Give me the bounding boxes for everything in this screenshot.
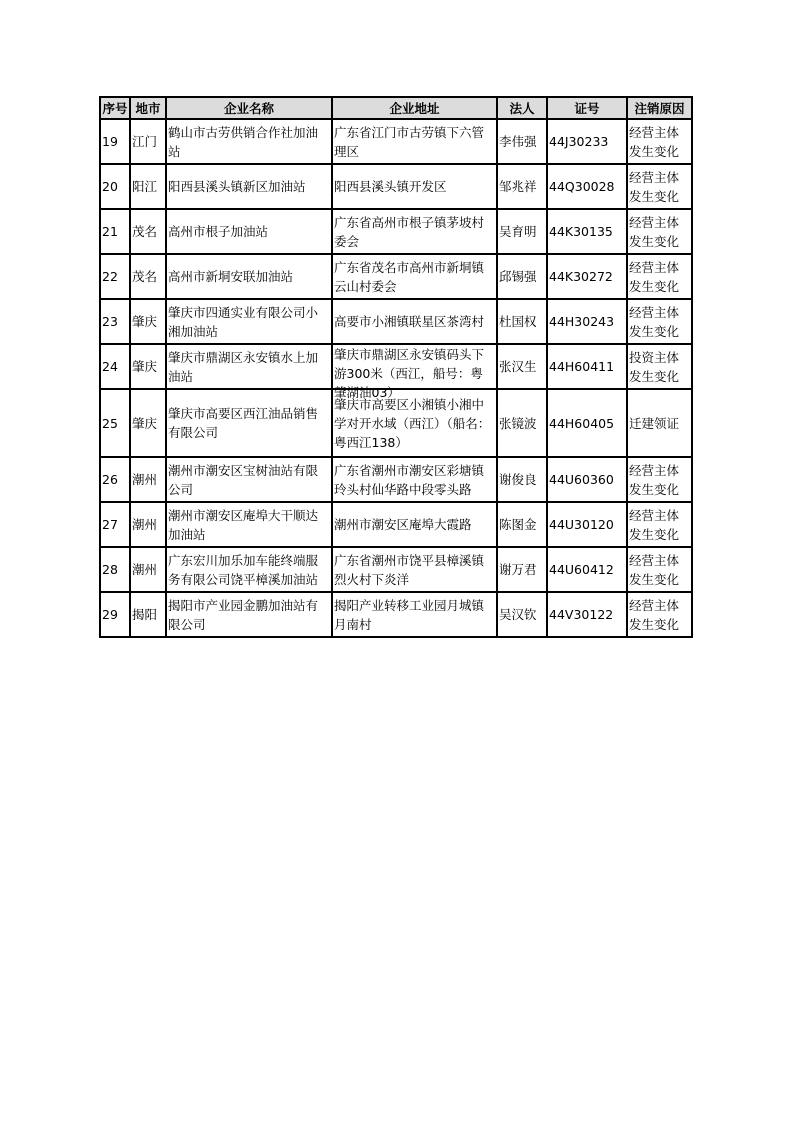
- cell-company-address: [332, 119, 497, 164]
- cell-legal-rep-text: 李伟强: [499, 134, 537, 149]
- cell-no-text: 23: [102, 314, 118, 329]
- cell-cert-no: [547, 299, 627, 344]
- cell-city-text: 潮州: [132, 562, 158, 577]
- cell-company-name: [166, 457, 332, 502]
- cell-city: [130, 254, 166, 299]
- table-row: [100, 502, 692, 547]
- cell-company-name: [166, 547, 332, 592]
- cell-no: [100, 389, 130, 457]
- cell-company-address-text: 广东省潮州市潮安区彩塘镇玲头村仙华路中段零头路: [334, 462, 485, 497]
- cell-company-name-text: 广东宏川加乐加车能终端服务有限公司饶平樟溪加油站: [168, 552, 319, 587]
- cell-city: [130, 457, 166, 502]
- cell-revocation-reason-text: 经营主体发生变化: [629, 507, 680, 542]
- cell-company-name: [166, 119, 332, 164]
- cell-revocation-reason: [627, 164, 692, 209]
- table-row: [100, 344, 692, 389]
- cell-company-name-text: 鹤山市古劳供销合作社加油站: [168, 124, 319, 159]
- cell-legal-rep: [497, 547, 547, 592]
- cell-company-address-text: 广东省高州市根子镇茅坡村委会: [334, 214, 485, 249]
- cell-revocation-reason: [627, 502, 692, 547]
- header-revocation-reason: 注销原因: [627, 97, 692, 119]
- cell-revocation-reason-text: 经营主体发生变化: [629, 597, 680, 632]
- cell-company-name-text: 高州市新垌安联加油站: [168, 269, 294, 284]
- cell-revocation-reason: [627, 299, 692, 344]
- table-row: [100, 457, 692, 502]
- cell-revocation-reason: [627, 119, 692, 164]
- cell-cert-no: [547, 344, 627, 389]
- cell-company-name-text: 肇庆市高要区西江油品销售有限公司: [168, 406, 319, 440]
- cell-company-address-text: 肇庆市鼎湖区永安镇码头下游300米（西江，船号：粤肇湖油03）: [334, 347, 485, 400]
- cell-cert-no-text: 44H60405: [549, 415, 615, 431]
- cell-no-text: 22: [102, 269, 118, 284]
- cell-cert-no-text: 44H30243: [549, 314, 615, 329]
- table-row: [100, 592, 692, 637]
- cell-company-address-text: 揭阳产业转移工业园月城镇月南村: [334, 597, 485, 632]
- cell-city-text: 肇庆: [132, 314, 158, 329]
- cell-revocation-reason-text: 经营主体发生变化: [629, 552, 680, 587]
- cell-cert-no-text: 44H60411: [549, 359, 615, 374]
- cell-cert-no-text: 44U60360: [549, 472, 614, 487]
- cell-company-address: [332, 254, 497, 299]
- cell-revocation-reason: [627, 592, 692, 637]
- cell-legal-rep-text: 杜国权: [499, 314, 537, 329]
- cell-company-name: [166, 344, 332, 389]
- cell-company-name-text: 潮州市潮安区宝树油站有限公司: [168, 462, 319, 497]
- cell-no-text: 28: [102, 562, 118, 577]
- cell-company-name-text: 阳西县溪头镇新区加油站: [168, 179, 306, 194]
- cell-legal-rep: [497, 254, 547, 299]
- header-company-address: 企业地址: [332, 97, 497, 119]
- cell-city: [130, 389, 166, 457]
- cell-city-text: 肇庆: [132, 359, 158, 374]
- cell-revocation-reason-text: 投资主体发生变化: [629, 349, 680, 384]
- cell-legal-rep-text: 谢俊良: [499, 472, 537, 487]
- cell-cert-no: [547, 389, 627, 457]
- cell-revocation-reason-text: 经营主体发生变化: [629, 169, 680, 204]
- cell-company-name: [166, 254, 332, 299]
- cell-revocation-reason: [627, 547, 692, 592]
- cell-no-text: 26: [102, 472, 118, 487]
- cell-company-name-text: 揭阳市产业园金鹏加油站有限公司: [168, 597, 319, 632]
- cell-company-address: [332, 457, 497, 502]
- cell-legal-rep-text: 谢万君: [499, 562, 537, 577]
- cell-no: [100, 164, 130, 209]
- cell-city: [130, 119, 166, 164]
- cell-city: [130, 592, 166, 637]
- cell-company-address-text: 潮州市潮安区庵埠大霞路: [334, 517, 472, 532]
- cell-no: [100, 344, 130, 389]
- cell-city-text: 江门: [132, 134, 158, 149]
- cell-company-name-text: 高州市根子加油站: [168, 224, 269, 239]
- cell-revocation-reason: [627, 254, 692, 299]
- cell-city-text: 茂名: [132, 269, 158, 284]
- cell-no: [100, 254, 130, 299]
- cell-revocation-reason-text: 经营主体发生变化: [629, 462, 680, 497]
- table-row: [100, 389, 692, 457]
- header-city: 地市: [130, 97, 166, 119]
- cell-cert-no: [547, 164, 627, 209]
- cell-legal-rep-text: 陈图金: [499, 517, 537, 532]
- cell-company-address-text: 广东省茂名市高州市新垌镇云山村委会: [334, 259, 485, 294]
- cell-no-text: 19: [102, 134, 118, 149]
- cell-no-text: 20: [102, 179, 118, 194]
- cell-company-name: [166, 299, 332, 344]
- table-row: [100, 547, 692, 592]
- cell-no: [100, 119, 130, 164]
- cell-company-address: [332, 299, 497, 344]
- header-legal-rep: 法人: [497, 97, 547, 119]
- cell-company-name: [166, 502, 332, 547]
- cell-city-text: 潮州: [132, 472, 158, 487]
- cell-no: [100, 592, 130, 637]
- cell-no-text: 24: [102, 359, 118, 374]
- cell-cert-no-text: 44Q30028: [549, 179, 615, 194]
- cell-cert-no: [547, 457, 627, 502]
- cell-company-name: [166, 164, 332, 209]
- cell-city-text: 茂名: [132, 224, 158, 239]
- cell-legal-rep: [497, 164, 547, 209]
- cell-company-address: [332, 209, 497, 254]
- cell-legal-rep: [497, 389, 547, 457]
- cell-city-text: 揭阳: [132, 607, 158, 622]
- cell-cert-no: [547, 209, 627, 254]
- cell-company-name-text: 肇庆市四通实业有限公司小湘加油站: [168, 304, 319, 339]
- cell-company-name: [166, 209, 332, 254]
- cell-legal-rep-text: 邱锡强: [499, 269, 537, 284]
- table-row: [100, 209, 692, 254]
- cell-revocation-reason: [627, 209, 692, 254]
- cell-city: [130, 502, 166, 547]
- cell-no-text: 21: [102, 224, 118, 239]
- cell-no: [100, 502, 130, 547]
- cell-city-text: 肇庆: [132, 415, 158, 431]
- cell-legal-rep-text: 张汉生: [499, 359, 537, 374]
- cell-company-address-text: 广东省江门市古劳镇下六管理区: [334, 124, 485, 159]
- cell-no: [100, 547, 130, 592]
- cell-city: [130, 209, 166, 254]
- cell-revocation-reason: [627, 344, 692, 389]
- cell-no: [100, 209, 130, 254]
- cell-company-name: [166, 592, 332, 637]
- cell-company-address-text: 阳西县溪头镇开发区: [334, 179, 447, 194]
- table-row: [100, 164, 692, 209]
- cell-legal-rep-text: 邹兆祥: [499, 179, 537, 194]
- table-header-row: [100, 97, 692, 119]
- cell-cert-no-text: 44K30135: [549, 224, 613, 239]
- cell-company-address-text: 肇庆市高要区小湘镇小湘中学对开水域（西江）（船名：粤西江138）: [334, 396, 491, 450]
- cell-city-text: 潮州: [132, 517, 158, 532]
- cell-cert-no-text: 44U60412: [549, 562, 614, 577]
- revocation-table: [99, 96, 693, 638]
- cell-cert-no-text: 44J30233: [549, 134, 609, 149]
- cell-legal-rep: [497, 502, 547, 547]
- cell-legal-rep: [497, 209, 547, 254]
- cell-company-address: [332, 164, 497, 209]
- cell-cert-no: [547, 254, 627, 299]
- cell-city: [130, 164, 166, 209]
- cell-cert-no: [547, 592, 627, 637]
- table-row: [100, 254, 692, 299]
- cell-company-address: [332, 389, 497, 457]
- table-row: [100, 119, 692, 164]
- cell-company-name: [166, 389, 332, 457]
- cell-company-address: [332, 547, 497, 592]
- cell-city: [130, 344, 166, 389]
- header-no: 序号: [100, 97, 130, 119]
- cell-no-text: 29: [102, 607, 118, 622]
- table-row: [100, 299, 692, 344]
- cell-cert-no-text: 44U30120: [549, 517, 614, 532]
- cell-legal-rep-text: 张镜波: [499, 415, 537, 431]
- cell-no-text: 25: [102, 415, 118, 431]
- cell-company-name-text: 潮州市潮安区庵埠大干顺达加油站: [168, 507, 319, 542]
- cell-company-address-text: 广东省潮州市饶平县樟溪镇烈火村下炎洋: [334, 552, 485, 587]
- cell-city-text: 阳江: [132, 179, 158, 194]
- cell-company-address: [332, 592, 497, 637]
- cell-cert-no-text: 44V30122: [549, 607, 614, 622]
- cell-legal-rep: [497, 344, 547, 389]
- cell-company-address: [332, 344, 497, 400]
- cell-legal-rep: [497, 119, 547, 164]
- cell-legal-rep: [497, 592, 547, 637]
- cell-company-name-text: 肇庆市鼎湖区永安镇水上加油站: [168, 349, 319, 384]
- cell-legal-rep: [497, 299, 547, 344]
- cell-city: [130, 299, 166, 344]
- cell-revocation-reason: [627, 389, 692, 457]
- cell-cert-no: [547, 547, 627, 592]
- cell-legal-rep: [497, 457, 547, 502]
- cell-revocation-reason-text: 经营主体发生变化: [629, 259, 680, 294]
- cell-revocation-reason-text: 经营主体发生变化: [629, 124, 680, 159]
- cell-cert-no: [547, 502, 627, 547]
- cell-legal-rep-text: 吴育明: [499, 224, 537, 239]
- cell-no: [100, 457, 130, 502]
- cell-revocation-reason-text: 经营主体发生变化: [629, 304, 680, 339]
- header-cert-no: 证号: [547, 97, 627, 119]
- cell-city: [130, 547, 166, 592]
- cell-revocation-reason: [627, 457, 692, 502]
- cell-legal-rep-text: 吴汉钦: [499, 607, 537, 622]
- cell-company-address-text: 高要市小湘镇联星区茶湾村: [334, 314, 485, 329]
- header-company-name: 企业名称: [166, 97, 332, 119]
- cell-cert-no: [547, 119, 627, 164]
- cell-company-address: [332, 502, 497, 547]
- cell-cert-no-text: 44K30272: [549, 269, 613, 284]
- cell-revocation-reason-text: 经营主体发生变化: [629, 214, 680, 249]
- cell-revocation-reason-text: 迁建领证: [629, 415, 680, 431]
- cell-no: [100, 299, 130, 344]
- cell-no-text: 27: [102, 517, 118, 532]
